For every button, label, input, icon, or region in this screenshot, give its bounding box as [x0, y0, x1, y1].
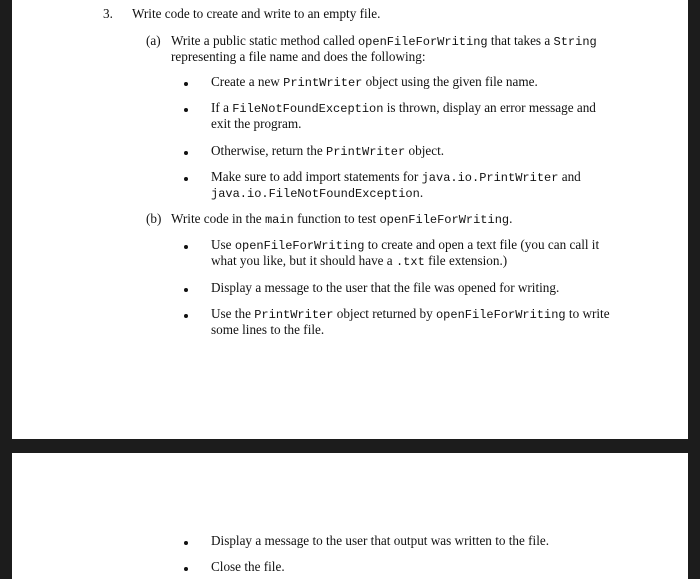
list-item: Make sure to add import statements for java.io.PrintWriter and: [211, 169, 581, 185]
bullet-marker: [184, 567, 188, 571]
question-title: Write code to create and write to an empty file.: [132, 6, 381, 21]
bullet-marker: [184, 245, 188, 249]
list-item: Use the PrintWriter object returned by openFileForWriting to write: [211, 306, 610, 322]
part-b-label: (b): [146, 211, 162, 226]
question-number: 3.: [103, 6, 113, 21]
list-item: If a FileNotFoundException is thrown, display an error message and: [211, 100, 596, 116]
list-item: Display a message to the user that output was written to the file.: [211, 533, 550, 548]
part-b-intro: Write code in the main function to test openFileForWriting.: [171, 211, 513, 227]
document-page-2: [12, 453, 688, 579]
list-item: Otherwise, return the PrintWriter object.: [211, 143, 445, 159]
bullet-marker: [184, 288, 188, 292]
list-item: Use openFileForWriting to create and open a text file (you can call it: [211, 237, 600, 253]
part-a-label: (a): [146, 33, 161, 48]
list-item-continuation: java.io.FileNotFoundException.: [211, 185, 424, 201]
bullet-marker: [184, 82, 188, 86]
list-item-continuation: some lines to the file.: [211, 322, 325, 337]
bullet-marker: [184, 541, 188, 545]
list-item: Create a new PrintWriter object using the given file name.: [211, 74, 538, 90]
bullet-marker: [184, 177, 188, 181]
part-a-intro-line2: representing a file name and does the following:: [171, 49, 426, 64]
bullet-marker: [184, 151, 188, 155]
bullet-marker: [184, 314, 188, 318]
list-item-continuation: what you like, but it should have a .txt file extension.): [211, 253, 508, 269]
part-a-intro-line1: Write a public static method called openFileForWriting that takes a String: [171, 33, 597, 49]
list-item-continuation: exit the program.: [211, 116, 302, 131]
bullet-marker: [184, 108, 188, 112]
list-item: Display a message to the user that the file was opened for writing.: [211, 280, 560, 295]
document-page-1: [12, 0, 688, 439]
list-item: Close the file.: [211, 559, 285, 574]
